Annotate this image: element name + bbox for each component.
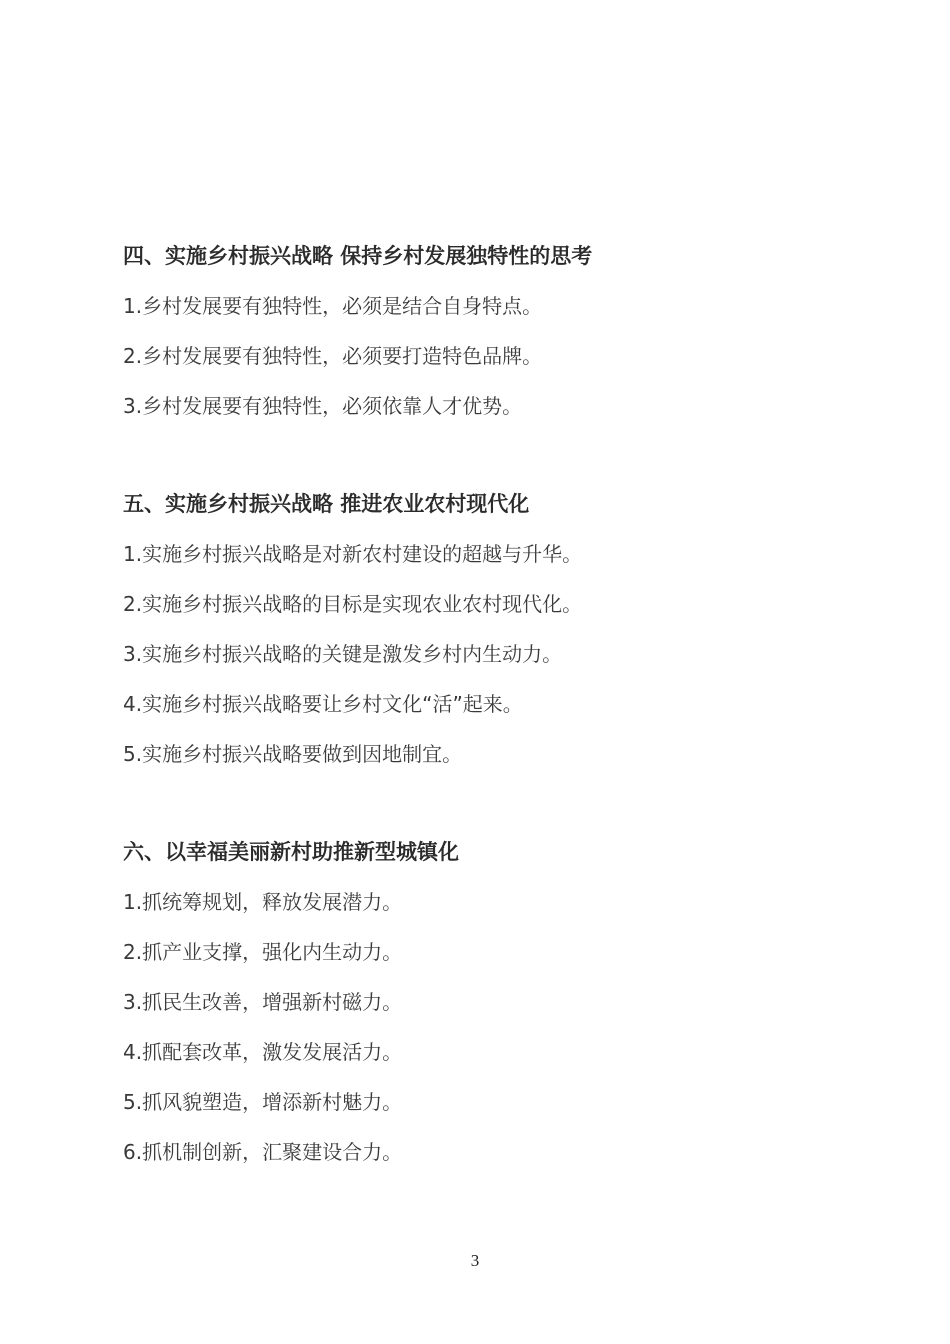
list-item: 6.抓机制创新，汇聚建设合力。 [123, 1140, 403, 1164]
section-heading: 五、实施乡村振兴战略 推进农业农村现代化 [123, 492, 530, 516]
list-item: 1.实施乡村振兴战略是对新农村建设的超越与升华。 [123, 542, 583, 566]
list-item: 2.抓产业支撑，强化内生动力。 [123, 940, 403, 964]
section-six [123, 838, 843, 1188]
list-item: 5.抓风貌塑造，增添新村魅力。 [123, 1090, 403, 1114]
page-number: 3 [470, 1251, 480, 1270]
section-heading: 六、以幸福美丽新村助推新型城镇化 [123, 840, 459, 864]
list-item: 5.实施乡村振兴战略要做到因地制宜。 [123, 742, 463, 766]
list-item: 3.乡村发展要有独特性，必须依靠人才优势。 [123, 394, 523, 418]
section-four [123, 242, 843, 442]
list-item: 3.实施乡村振兴战略的关键是激发乡村内生动力。 [123, 642, 563, 666]
list-item: 4.实施乡村振兴战略要让乡村文化“活”起来。 [123, 692, 523, 716]
list-item: 2.实施乡村振兴战略的目标是实现农业农村现代化。 [123, 592, 583, 616]
section-five [123, 490, 843, 790]
list-item: 4.抓配套改革，激发发展活力。 [123, 1040, 403, 1064]
list-item: 1.乡村发展要有独特性，必须是结合自身特点。 [123, 294, 543, 318]
list-item: 3.抓民生改善，增强新村磁力。 [123, 990, 403, 1014]
section-heading: 四、实施乡村振兴战略 保持乡村发展独特性的思考 [123, 244, 593, 268]
list-item: 1.抓统筹规划，释放发展潜力。 [123, 890, 403, 914]
list-item: 2.乡村发展要有独特性，必须要打造特色品牌。 [123, 344, 543, 368]
